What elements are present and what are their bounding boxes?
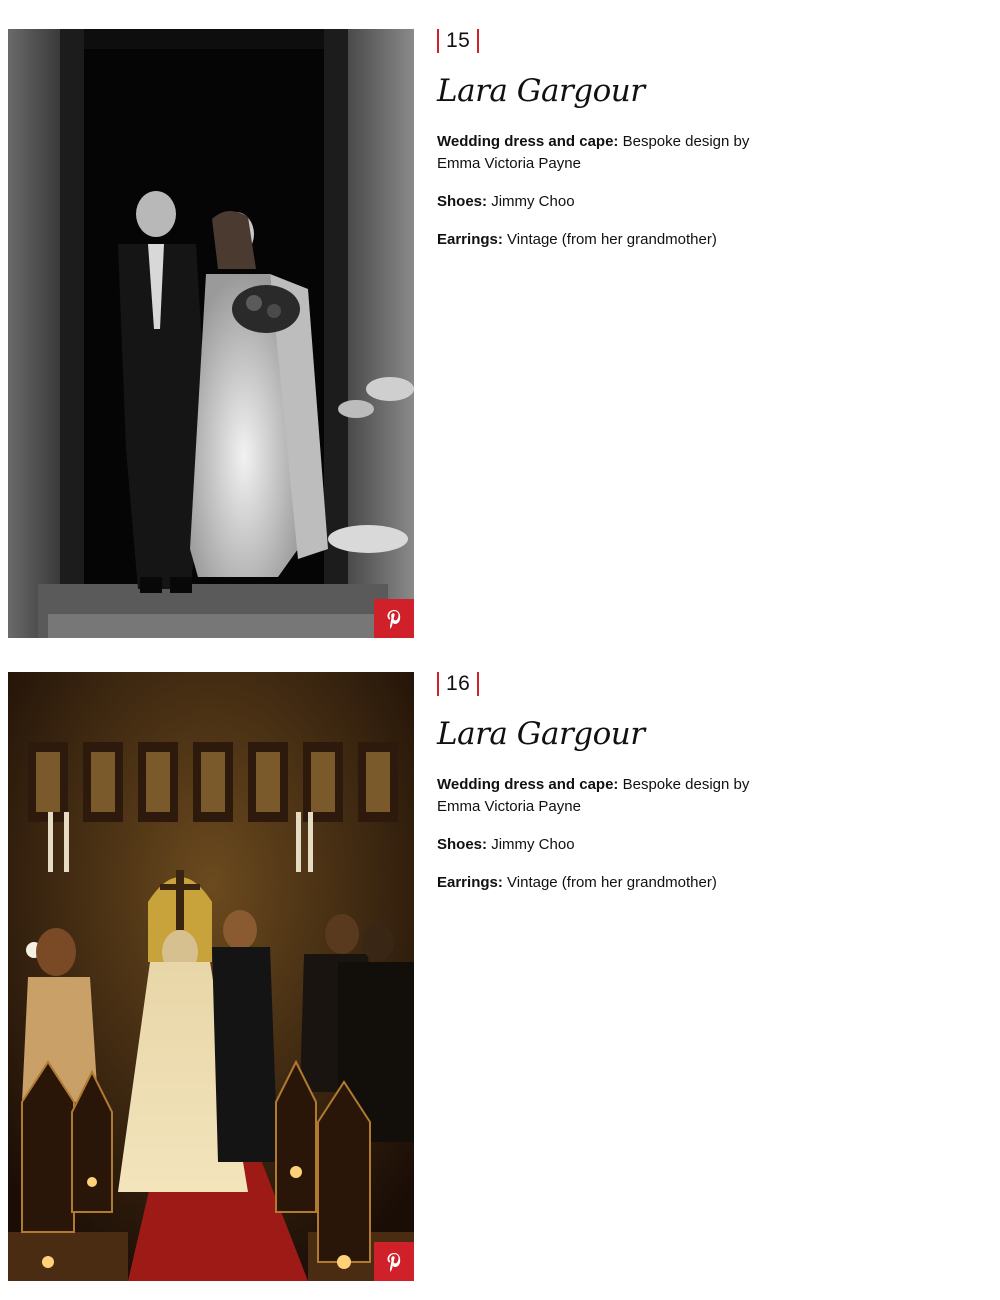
slide-caption xyxy=(437,29,777,251)
detail-shoes xyxy=(437,191,757,213)
detail-label: Shoes: xyxy=(437,193,488,210)
slide-title: Lara Gargour xyxy=(437,73,645,109)
detail-dress xyxy=(437,131,757,175)
wedding-photo-ceremony[interactable] xyxy=(8,672,414,1281)
gallery-slide xyxy=(8,672,988,1282)
pinterest-icon xyxy=(385,1252,403,1272)
detail-earrings xyxy=(437,872,757,894)
detail-value: Vintage (from her grandmother) xyxy=(507,874,717,891)
slide-title: Lara Gargour xyxy=(437,716,645,752)
pinterest-save-button[interactable] xyxy=(374,1242,414,1281)
detail-label: Shoes: xyxy=(437,836,488,853)
photo-image xyxy=(8,672,414,1281)
slide-number: 16 xyxy=(437,672,479,696)
pinterest-save-button[interactable] xyxy=(374,599,414,638)
detail-shoes xyxy=(437,834,757,856)
detail-dress xyxy=(437,774,757,818)
detail-value: Jimmy Choo xyxy=(491,836,575,853)
detail-label: Earrings: xyxy=(437,874,503,891)
detail-value: Vintage (from her grandmother) xyxy=(507,231,717,248)
gallery-slide xyxy=(8,29,988,639)
pinterest-icon xyxy=(385,609,403,629)
photo-image xyxy=(8,29,414,638)
detail-label: Wedding dress and cape: xyxy=(437,133,619,150)
detail-label: Earrings: xyxy=(437,231,503,248)
detail-value: Jimmy Choo xyxy=(491,193,575,210)
detail-label: Wedding dress and cape: xyxy=(437,776,619,793)
slide-number: 15 xyxy=(437,29,479,53)
detail-earrings xyxy=(437,229,757,251)
detail-value: Bespoke design by Emma Victoria Payne xyxy=(437,133,750,172)
slide-caption xyxy=(437,672,777,894)
detail-value: Bespoke design by Emma Victoria Payne xyxy=(437,776,750,815)
wedding-photo-church-exit[interactable] xyxy=(8,29,414,638)
